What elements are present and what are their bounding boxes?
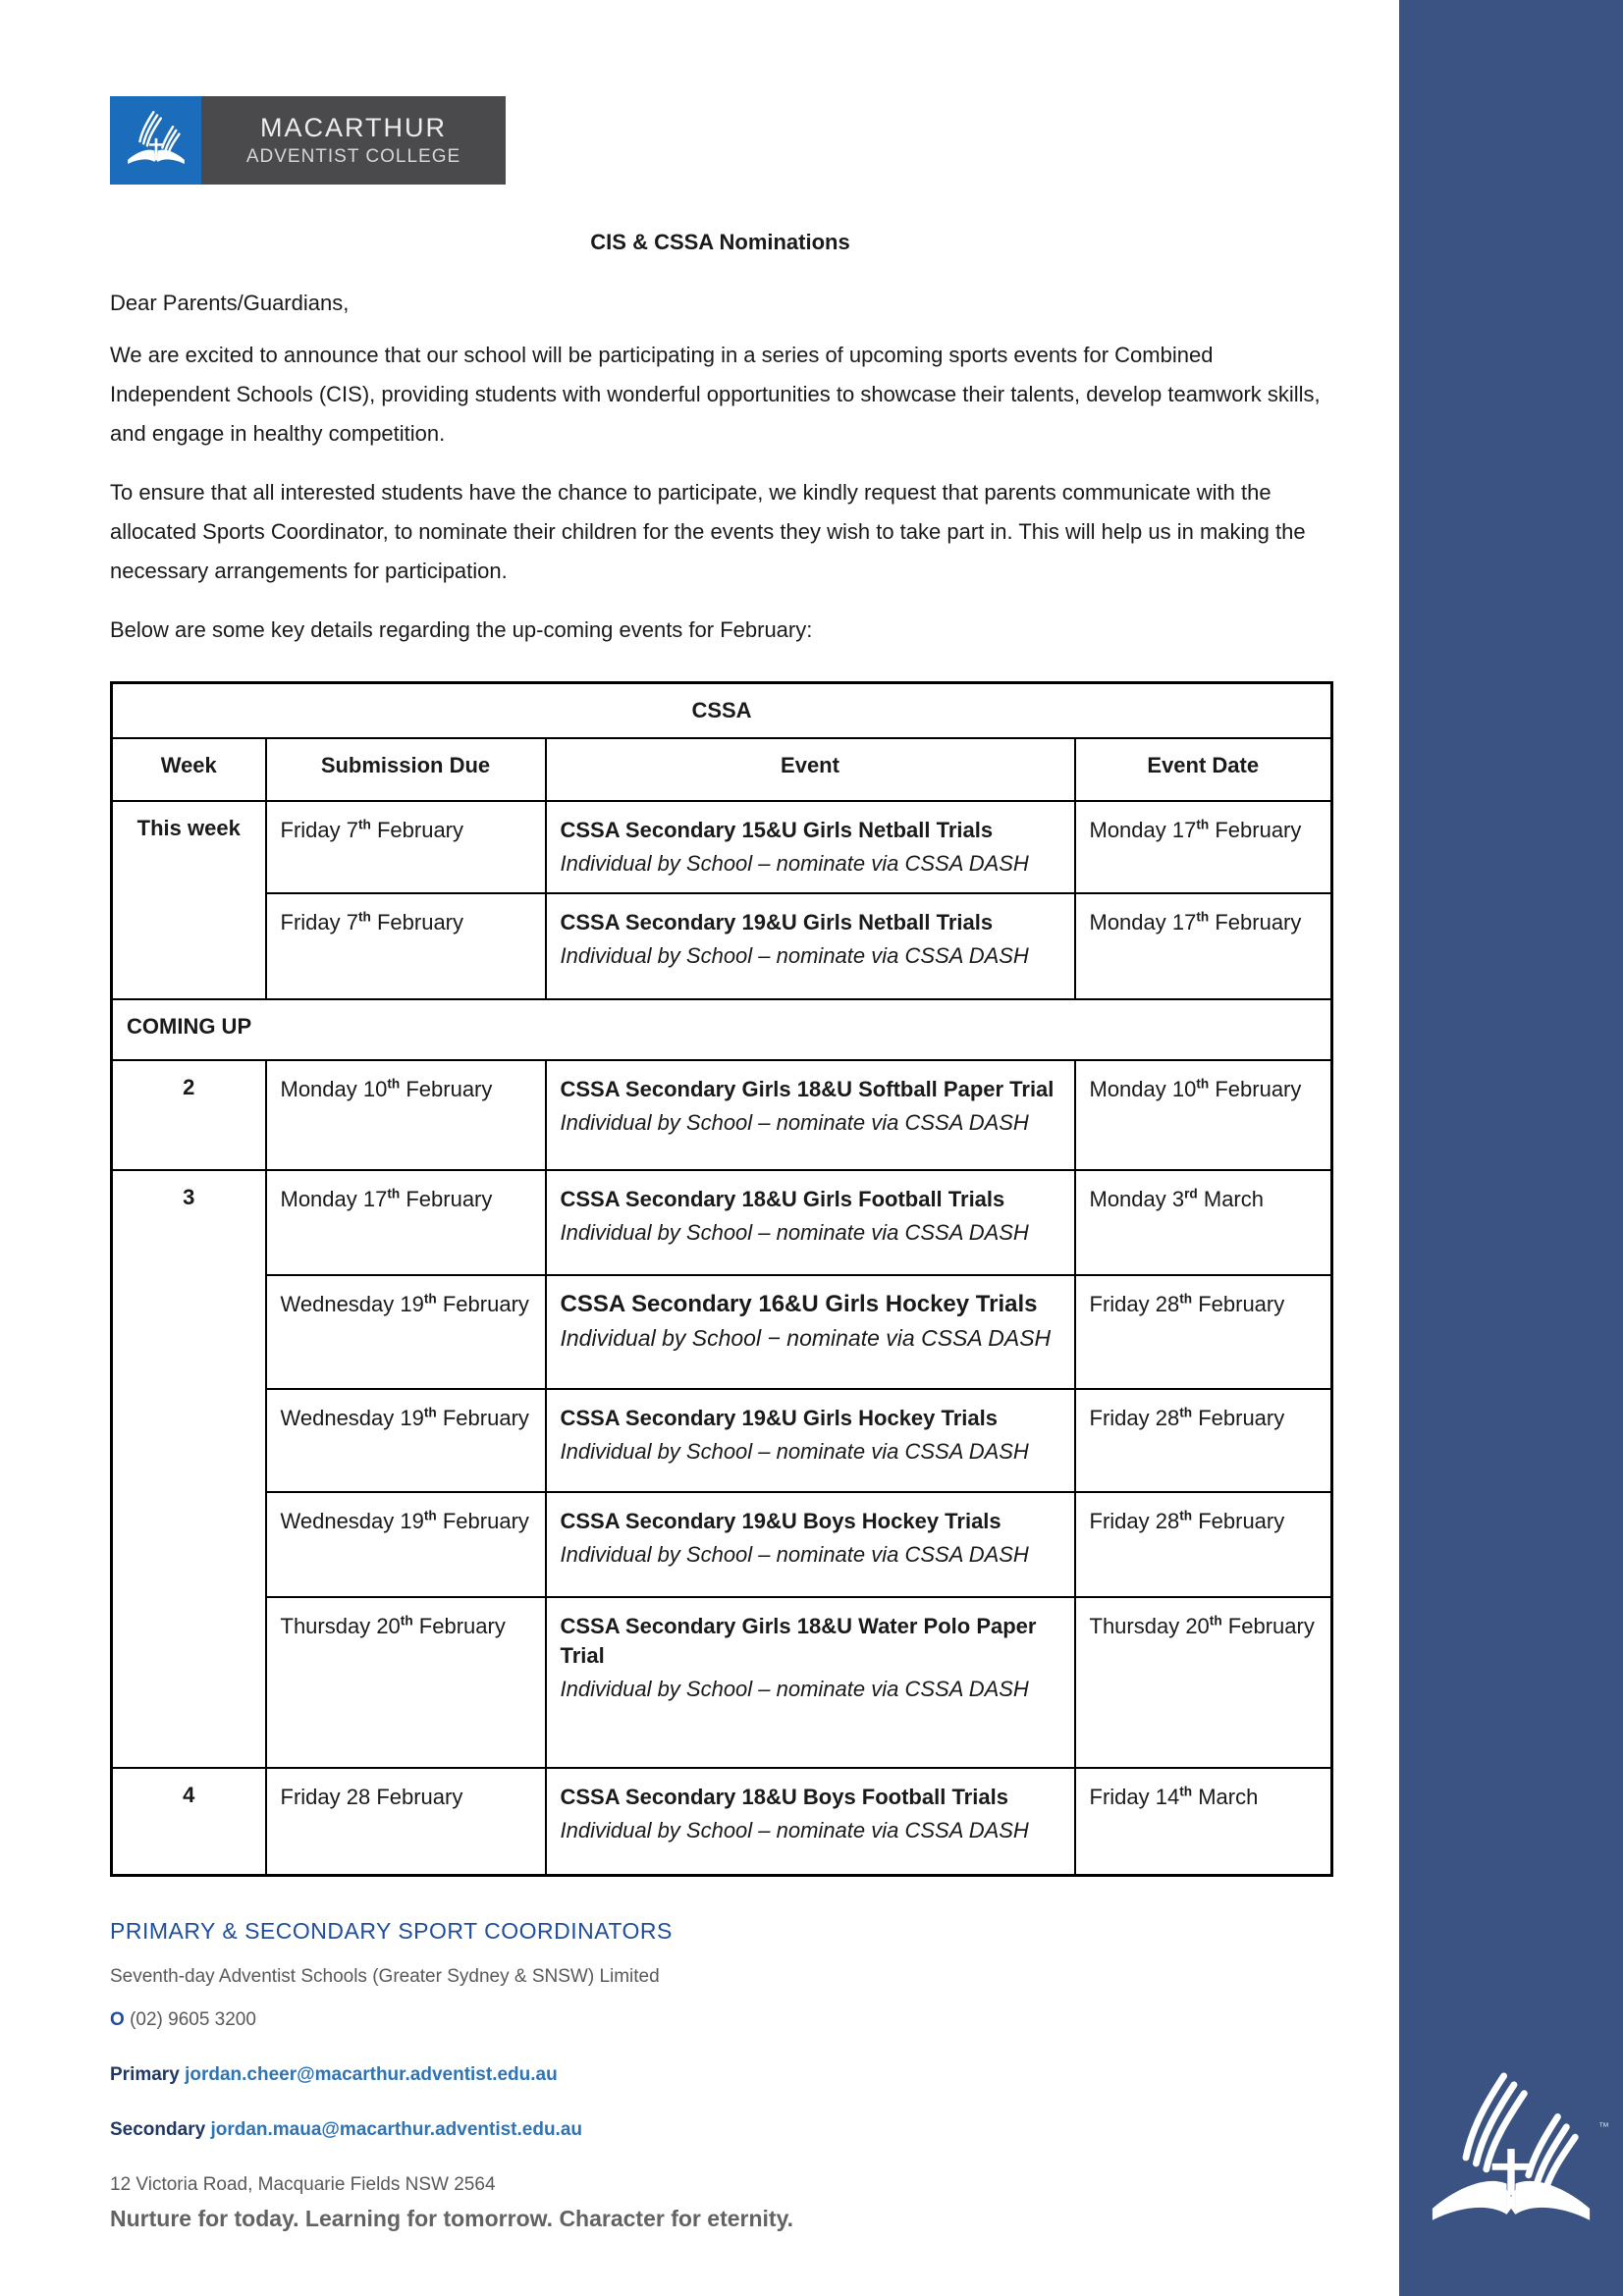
table-row (112, 893, 1332, 999)
coordinators-heading: PRIMARY & SECONDARY SPORT COORDINATORS (110, 1917, 673, 1944)
col-header-submission-due: Submission Due (266, 738, 546, 801)
adventist-logo-icon (1424, 2058, 1598, 2251)
week-cell: 3 (112, 1170, 266, 1768)
event-note: Individual by School – nominate via CSSA DASH (560, 1110, 1029, 1135)
event-note: Individual by School – nominate via CSSA DASH (560, 1818, 1029, 1842)
organisation-name: Seventh-day Adventist Schools (Greater Sydney & SNSW) Limited (110, 1965, 660, 1987)
submission-cell: Wednesday 19th February (266, 1389, 546, 1492)
primary-contact-line (110, 2064, 1330, 2086)
event-note: Individual by School – nominate via CSSA DASH (560, 1220, 1029, 1245)
event-title: CSSA Secondary 16&U Girls Hockey Trials (560, 1291, 1038, 1317)
table-row (112, 1275, 1332, 1389)
table-caption: CSSA (112, 683, 1332, 739)
intro-paragraph: We are excited to announce that our school will be participating in a series of upcoming sports events for Combined Independent Schools (CIS), providing students with wonderful opportunities to showcase their talents, develop teamwork skills, and engage in healthy competition. (110, 343, 1321, 446)
event-title: CSSA Secondary 15&U Girls Netball Trials (560, 818, 994, 842)
secondary-label: Secondary (110, 2118, 206, 2140)
cssa-events-table (110, 681, 1333, 1877)
phone-line (110, 2009, 1330, 2031)
event-date-cell: Friday 28th February (1075, 1389, 1332, 1492)
submission-cell: Friday 7th February (266, 801, 546, 893)
submission-cell: Wednesday 19th February (266, 1275, 546, 1389)
event-date-cell: Monday 17th February (1075, 893, 1332, 999)
content-column (110, 0, 1330, 2232)
event-cell (546, 1275, 1075, 1389)
contact-footer (110, 1918, 1330, 2232)
table-row (112, 801, 1332, 893)
event-cell (546, 1060, 1075, 1170)
secondary-email-link[interactable]: jordan.maua@macarthur.adventist.edu.au (210, 2118, 583, 2140)
school-address: 12 Victoria Road, Macquarie Fields NSW 2564 (110, 2173, 496, 2195)
event-note: Individual by School – nominate via CSSA DASH (560, 1542, 1029, 1567)
submission-cell: Friday 7th February (266, 893, 546, 999)
event-title: CSSA Secondary Girls 18&U Softball Paper Trial (560, 1077, 1055, 1101)
table-row (112, 1768, 1332, 1875)
table-row (112, 1389, 1332, 1492)
phone-number: (02) 9605 3200 (130, 2008, 256, 2030)
event-cell (546, 1597, 1075, 1768)
phone-label: O (110, 2008, 125, 2030)
primary-label: Primary (110, 2063, 180, 2085)
event-date-cell: Friday 28th February (1075, 1492, 1332, 1597)
submission-cell: Wednesday 19th February (266, 1492, 546, 1597)
secondary-contact-line (110, 2119, 1330, 2141)
table-header-row (112, 738, 1332, 801)
event-cell (546, 1389, 1075, 1492)
submission-cell: Monday 10th February (266, 1060, 546, 1170)
event-cell (546, 801, 1075, 893)
table-row (112, 1170, 1332, 1275)
event-date-cell: Friday 14th March (1075, 1768, 1332, 1875)
school-logo (110, 96, 506, 185)
table-row (112, 1597, 1332, 1768)
side-band (1399, 0, 1623, 2296)
event-note: Individual by School – nominate via CSSA DASH (560, 1439, 1029, 1464)
event-cell (546, 893, 1075, 999)
school-motto: Nurture for today. Learning for tomorrow. Character for eternity. (110, 2205, 794, 2231)
event-note: Individual by School – nominate via CSSA DASH (560, 851, 1029, 876)
event-cell (546, 1170, 1075, 1275)
event-title: CSSA Secondary 19&U Girls Hockey Trials (560, 1406, 998, 1430)
event-note: Individual by School − nominate via CSSA DASH (560, 1325, 1052, 1351)
salutation: Dear Parents/Guardians, (110, 291, 350, 315)
adventist-flame-book-icon (125, 109, 188, 172)
event-date-cell: Monday 3rd March (1075, 1170, 1332, 1275)
event-title: CSSA Secondary 18&U Girls Football Trials (560, 1187, 1005, 1211)
school-name-line2: ADVENTIST COLLEGE (245, 146, 461, 167)
event-note: Individual by School – nominate via CSSA DASH (560, 1677, 1029, 1701)
event-date-cell: Thursday 20th February (1075, 1597, 1332, 1768)
event-cell (546, 1768, 1075, 1875)
submission-cell: Thursday 20th February (266, 1597, 546, 1768)
logo-blue-square (110, 96, 201, 185)
event-cell (546, 1492, 1075, 1597)
trademark-symbol: ™ (1598, 2121, 1609, 2133)
submission-cell: Friday 28 February (266, 1768, 546, 1875)
event-date-cell: Monday 17th February (1075, 801, 1332, 893)
table-row (112, 1492, 1332, 1597)
week-cell: 2 (112, 1060, 266, 1170)
event-title: CSSA Secondary 19&U Boys Hockey Trials (560, 1509, 1001, 1533)
submission-cell: Monday 17th February (266, 1170, 546, 1275)
school-name-line1: MACARTHUR (259, 113, 447, 142)
coming-up-label: COMING UP (112, 999, 1332, 1060)
document-title: CIS & CSSA Nominations (590, 230, 850, 254)
event-title: CSSA Secondary 19&U Girls Netball Trials (560, 910, 994, 934)
col-header-event: Event (546, 738, 1075, 801)
table-row (112, 1060, 1332, 1170)
table-caption-row (112, 683, 1332, 739)
logo-name-plate (201, 96, 506, 185)
request-paragraph: To ensure that all interested students have the chance to participate, we kindly request that parents communicate with the allocated Sports Coordinator, to nominate their children for the events they wish to take part in. This will help us in making the necessary arrangements for participation. (110, 480, 1306, 583)
event-note: Individual by School – nominate via CSSA DASH (560, 943, 1029, 968)
event-title: CSSA Secondary Girls 18&U Water Polo Paper Trial (560, 1614, 1037, 1668)
primary-email-link[interactable]: jordan.cheer@macarthur.adventist.edu.au (185, 2063, 558, 2085)
event-date-cell: Friday 28th February (1075, 1275, 1332, 1389)
col-header-event-date: Event Date (1075, 738, 1332, 801)
event-title: CSSA Secondary 18&U Boys Football Trials (560, 1785, 1008, 1809)
week-cell: This week (112, 801, 266, 999)
week-cell: 4 (112, 1768, 266, 1875)
col-header-week: Week (112, 738, 266, 801)
event-date-cell: Monday 10th February (1075, 1060, 1332, 1170)
lead-in-paragraph: Below are some key details regarding the up-coming events for February: (110, 617, 813, 642)
coming-up-row (112, 999, 1332, 1060)
